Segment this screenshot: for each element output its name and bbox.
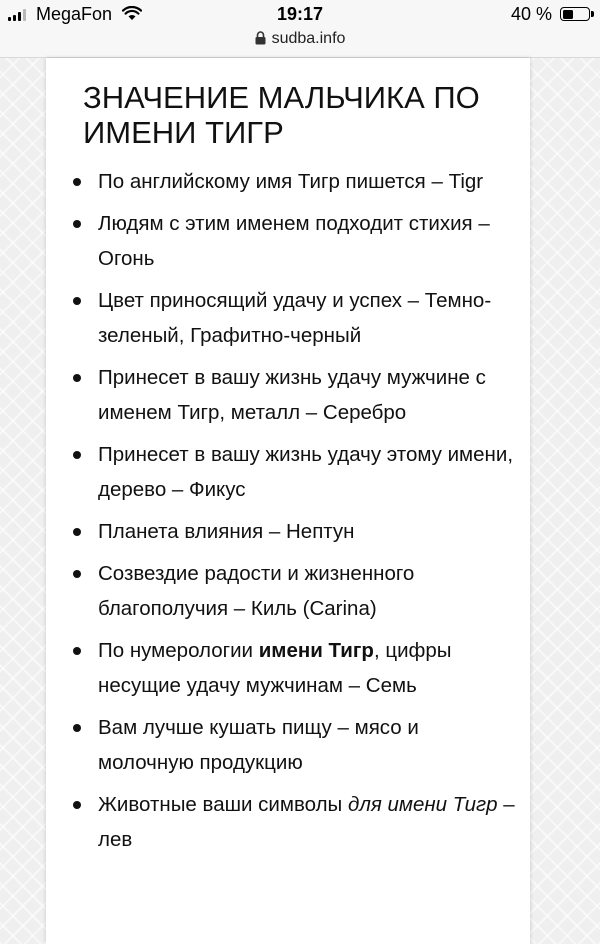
list-item-text-start: Животные ваши символы [98,793,348,816]
battery-cap [591,11,594,17]
list-item-text: Созвездие радости и жизненного благополучия – Киль (Carina) [98,562,415,620]
list-item [46,787,530,857]
bullet-icon [73,528,81,536]
url-text: sudba.info [271,30,346,47]
list-item-bold-text: имени Тигр [258,639,374,662]
carrier-name: MegaFon [36,4,113,24]
list-item [46,437,530,507]
bullet-icon [73,178,81,186]
bullet-icon [73,801,81,809]
list-item-text: По английскому имя Тигр пишется – Tigr [98,170,484,193]
list-item-text-end: – лев [98,793,515,851]
battery-percent: 40 % [510,4,552,24]
list-item-text: Людям с этим именем подходит стихия – Огонь [98,212,490,270]
list-item [46,283,530,353]
list-item [46,633,530,703]
meaning-list [46,164,530,864]
battery-fill [563,10,573,19]
article-panel [46,58,530,944]
list-item-text: Принесет в вашу жизнь удачу этому имени, дерево – Фикус [98,443,514,501]
bullet-icon [73,297,81,305]
bullet-icon [73,220,81,228]
list-item-text: Цвет приносящий удачу и успех – Темно-зеленый, Графитно-черный [98,289,492,347]
page-title: ЗНАЧЕНИЕ МАЛЬЧИКА ПО ИМЕНИ ТИГР [83,80,480,150]
address-bar[interactable] [0,30,600,48]
list-item [46,360,530,430]
list-item-text: Принесет в вашу жизнь удачу мужчине с именем Тигр, металл – Серебро [98,366,486,424]
status-bar [0,0,600,58]
list-item-text-start: По нумерологии [98,639,259,662]
list-item-text: Планета влияния – Нептун [98,520,355,543]
bullet-icon [73,451,81,459]
list-item [46,710,530,780]
list-item [46,164,530,199]
battery-icon [560,7,590,21]
list-item-text-end: , цифры несущие удачу мужчинам – Семь [98,639,452,697]
list-item [46,514,530,549]
bullet-icon [73,647,81,655]
lock-icon [255,31,266,45]
list-item-text: Вам лучше кушать пищу – мясо и молочную продукцию [98,716,419,774]
list-item [46,556,530,626]
bullet-icon [73,374,81,382]
list-item [46,206,530,276]
clock: 19:17 [276,4,324,24]
bullet-icon [73,570,81,578]
bullet-icon [73,724,81,732]
list-item-italic-text: для имени Тигр [347,793,498,816]
